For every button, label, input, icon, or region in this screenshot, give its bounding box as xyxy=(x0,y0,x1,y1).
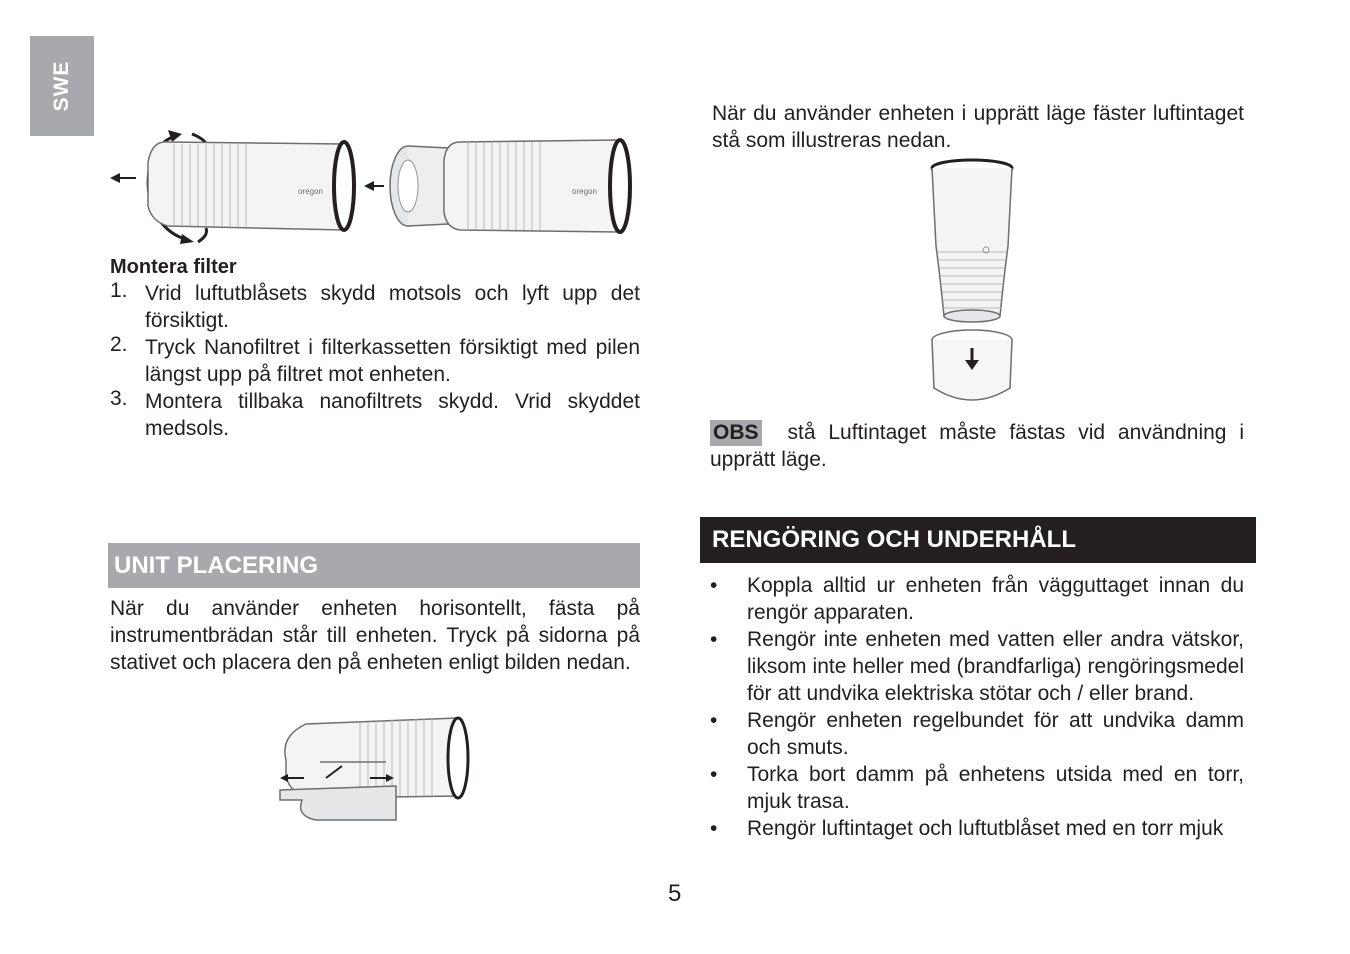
bullet-mark: • xyxy=(710,574,718,597)
list-item xyxy=(710,626,1244,707)
list-item xyxy=(110,388,640,442)
page-number: 5 xyxy=(668,880,682,907)
unit-placering-heading-text: UNIT PLACERING xyxy=(114,551,318,579)
brand-mark-left: oregon xyxy=(298,187,323,196)
bullet-mark: • xyxy=(710,709,718,732)
list-item-text: Koppla alltid ur enheten från vägguttaget innan du rengör apparaten. xyxy=(747,574,1244,624)
obs-text: stå Luftintaget måste fästas vid användning i upprätt läge. xyxy=(710,421,1244,471)
horizontal-stand-illustration xyxy=(276,716,470,824)
list-item xyxy=(110,334,640,388)
list-item-text: Rengör enheten regelbundet för att undvika damm och smuts. xyxy=(747,709,1244,759)
language-tab-label: SWE xyxy=(50,60,73,112)
upright-mode-illustration xyxy=(928,156,1016,410)
list-item xyxy=(710,572,1244,626)
step-text: Montera tillbaka nanofiltrets skydd. Vrid skyddet medsols. xyxy=(145,390,640,440)
list-item-text: Rengör inte enheten med vatten eller andra vätskor, liksom inte heller med (brandfarliga) rengöringsmedel för att undvika elektriska stötar och / eller brand. xyxy=(747,628,1244,705)
obs-badge: OBS xyxy=(710,420,762,446)
bullet-mark: • xyxy=(710,763,718,786)
obs-note xyxy=(710,419,1244,473)
step-number: 3. xyxy=(110,387,128,410)
list-item xyxy=(710,815,1244,842)
bullet-mark: • xyxy=(710,628,718,651)
cleaning-heading xyxy=(700,517,1256,563)
list-item xyxy=(110,280,640,334)
language-tab xyxy=(30,36,94,136)
brand-mark-right: oregon xyxy=(572,187,597,196)
list-item xyxy=(710,707,1244,761)
step-text: Tryck Nanofiltret i filterkassetten försiktigt med pilen längst upp på filtret mot enheten. xyxy=(145,336,640,386)
step-number: 1. xyxy=(110,279,128,302)
bullet-mark: • xyxy=(710,817,718,840)
list-item xyxy=(710,761,1244,815)
list-item-text: Rengör luftintaget och luftutblåset med en torr mjuk xyxy=(747,817,1224,840)
unit-placering-heading xyxy=(108,543,640,588)
unit-placering-text: När du använder enheten horisontellt, fästa på instrumentbrädan står till enheten. Tryck på sidorna på stativet och placera den på enheten enligt bilden nedan. xyxy=(110,597,640,674)
filter-assembly-illustration xyxy=(108,126,640,244)
montera-filter-title: Montera filter xyxy=(110,256,237,278)
step-number: 2. xyxy=(110,333,128,356)
cleaning-list xyxy=(710,572,1244,842)
filter-steps-list xyxy=(110,280,640,442)
list-item-text: Torka bort damm på enhetens utsida med en torr, mjuk trasa. xyxy=(747,763,1244,813)
step-text: Vrid luftutblåsets skydd motsols och lyft upp det försiktigt. xyxy=(145,282,640,332)
upright-text: När du använder enheten i upprätt läge fäster luftintaget stå som illustreras nedan. xyxy=(712,102,1244,152)
cleaning-heading-text: RENGÖRING OCH UNDERHÅLL xyxy=(712,526,1076,553)
